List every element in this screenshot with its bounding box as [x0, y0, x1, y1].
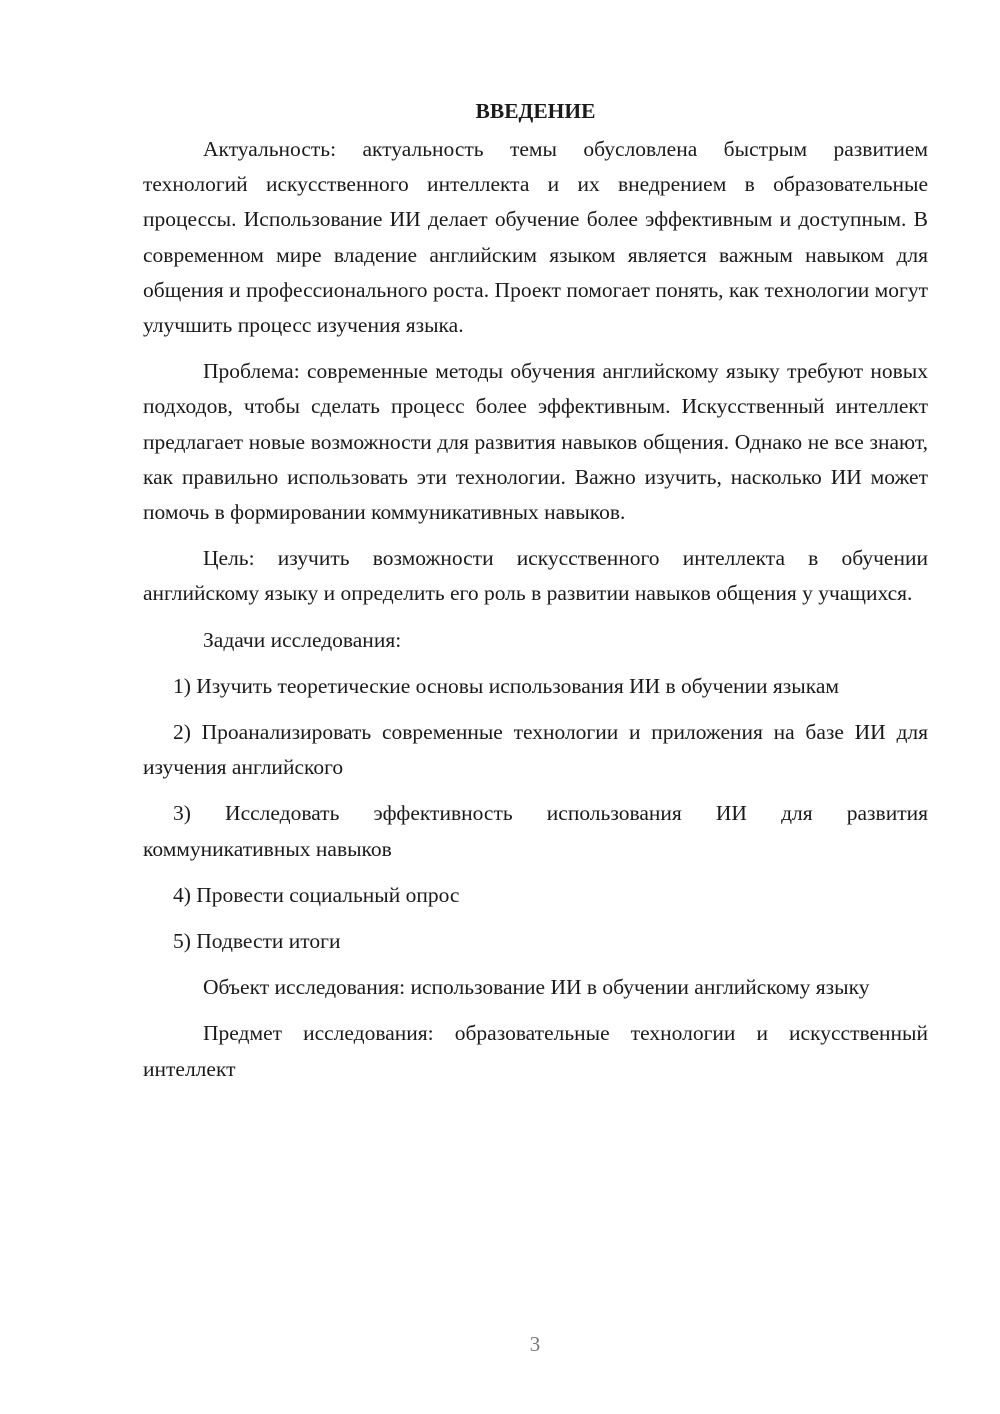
page-content: [143, 96, 928, 1087]
task-item-2: 2) Проанализировать современные технологии и приложения на базе ИИ для изучения английского: [143, 720, 928, 780]
task-item-1: 1) Изучить теоретические основы использования ИИ в обучении языкам: [173, 673, 840, 698]
task-item-4: 4) Провести социальный опрос: [173, 882, 460, 907]
subject-paragraph: Предмет исследования: образовательные технологии и искусственный интеллект: [143, 1021, 928, 1081]
task-item-3: 3) Исследовать эффективность использования ИИ для развития коммуникативных навыков: [143, 801, 928, 861]
object-paragraph: Объект исследования: использование ИИ в обучении английскому языку: [203, 975, 870, 1000]
tasks-heading: Задачи исследования:: [203, 627, 402, 652]
goal-paragraph: Цель: изучить возможности искусственного интеллекта в обучении английскому языку и определить его роль в развитии навыков общения у учащихся.: [143, 546, 928, 606]
section-title: ВВЕДЕНИЕ: [475, 99, 596, 123]
page-number: 3: [529, 1332, 541, 1356]
relevance-paragraph: Актуальность: актуальность темы обусловлена быстрым развитием технологий искусственного интеллекта и их внедрением в образовательные процессы. Использование ИИ делает обучение более эффективным и доступным. В современном мире владение английским языком является важным навыком для общения и профессионального роста. Проект помогает понять, как технологии могут улучшить процесс изучения языка.: [143, 137, 928, 338]
task-item-5: 5) Подвести итоги: [173, 929, 341, 954]
problem-paragraph: Проблема: современные методы обучения английскому языку требуют новых подходов, чтобы сделать процесс более эффективным. Искусственный интеллект предлагает новые возможности для развития навыков общения. Однако не все знают, как правильно использовать эти технологии. Важно изучить, насколько ИИ может помочь в формировании коммуникативных навыков.: [143, 359, 928, 525]
